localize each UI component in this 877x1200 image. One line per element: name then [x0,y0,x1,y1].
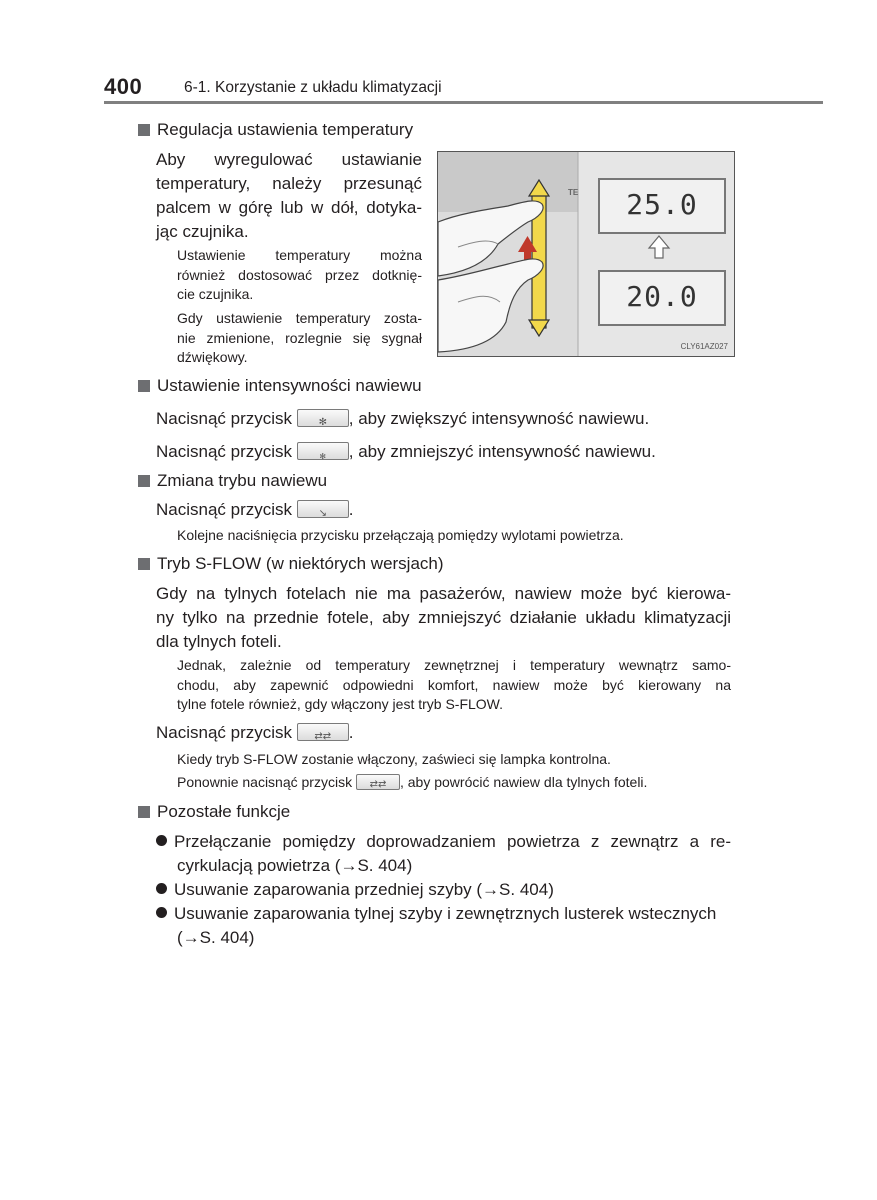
sflow-press-line: Nacisnąć przycisk ⇄⇄ . [156,721,354,745]
airflow-mode-button[interactable] [297,500,349,518]
display-bottom [598,270,726,326]
fan-down-line: Nacisnąć przycisk ✻ , aby zmniejszyć intensywność nawiewu. [156,440,656,464]
temp-body: Aby wyregulować ustawianie temperatury, należy przesunąć palcem w górę lub w dół, dotyka- jąc czujnika. [156,150,422,241]
temperature-side-label: TE [568,188,579,197]
bullet-icon [156,835,167,846]
sflow-note-3: Ponownie nacisnąć przycisk ⇄⇄ , aby powrócić nawiew dla tylnych foteli. [177,773,647,793]
section-heading-temperature: Regulacja ustawienia temperatury [138,120,413,140]
airflow-mode-icon: ↘ [318,508,327,519]
other-item-3: Usuwanie zaparowania tylnej szyby i zewnętrznych lusterek wstecznych (→S. 404) [156,902,731,950]
mode-line: Nacisnąć przycisk ↘ . [156,498,354,522]
sflow-note: Jednak, zależnie od temperatury zewnętrznej i temperatury wewnątrz samo- chodu, aby zapewnić odpowiedni komfort, nawiew może być kierowany na tylne fotele również, gdy włączony jest tryb S-FLOW. [177,657,731,712]
section-square-icon [138,806,150,818]
other-item-1: Przełączanie pomiędzy doprowadzaniem powietrza z zewnątrz a re- cyrkulacją powietrza (→S. 404) [156,830,731,878]
bullet-icon [156,907,167,918]
section-square-icon [138,558,150,570]
sflow-body: Gdy na tylnych fotelach nie ma pasażerów, nawiew może być kierowa- ny tylko na przednie fotele, aby zmniejszyć działanie układu klimatyzacji dla tylnych foteli. [156,584,731,651]
figure-caption: CLY61AZ027 [680,342,728,351]
s-flow-button-inline[interactable] [356,774,400,790]
header-rule [104,101,823,104]
section-square-icon [138,475,150,487]
bullet-icon [156,883,167,894]
fan-down-button[interactable] [297,442,349,460]
section-heading-fan: Ustawienie intensywności nawiewu [138,376,422,396]
page-number: 400 [104,74,143,99]
temperature-sensor-illustration [437,151,735,357]
section-heading-other: Pozostałe funkcje [138,802,290,822]
s-flow-icon: ⇄⇄ [314,731,332,742]
sflow-note-2: Kiedy tryb S-FLOW zostanie włączony, zaświeci się lampka kontrolna. [177,751,611,767]
display-top [598,178,726,234]
display-bottom-value: 20.0 [626,280,698,313]
fan-large-icon: ✻ [318,417,327,428]
other-item-2: Usuwanie zaparowania przedniej szyby (→S. 404) [156,878,554,902]
fan-up-button[interactable] [297,409,349,427]
fan-small-icon: ✻ [319,452,327,461]
s-flow-button[interactable] [297,723,349,741]
temp-note-2: Gdy ustawienie temperatury zosta- nie zmienione, rozlegnie się sygnał dźwiękowy. [177,310,422,365]
fan-up-line: Nacisnąć przycisk ✻ , aby zwiększyć intensywność nawiewu. [156,407,649,431]
display-top-value: 25.0 [626,188,698,221]
section-square-icon [138,124,150,136]
section-heading-mode: Zmiana trybu nawiewu [138,471,327,491]
chapter-title: 6-1. Korzystanie z układu klimatyzacji [184,79,442,96]
section-heading-sflow: Tryb S-FLOW (w niektórych wersjach) [138,554,444,574]
s-flow-icon: ⇄⇄ [369,779,387,790]
temp-note-1: Ustawienie temperatury można również dostosować przez dotknię- cie czujnika. [177,247,422,302]
mode-note: Kolejne naciśnięcia przycisku przełączają pomiędzy wylotami powietrza. [177,527,624,543]
section-square-icon [138,380,150,392]
